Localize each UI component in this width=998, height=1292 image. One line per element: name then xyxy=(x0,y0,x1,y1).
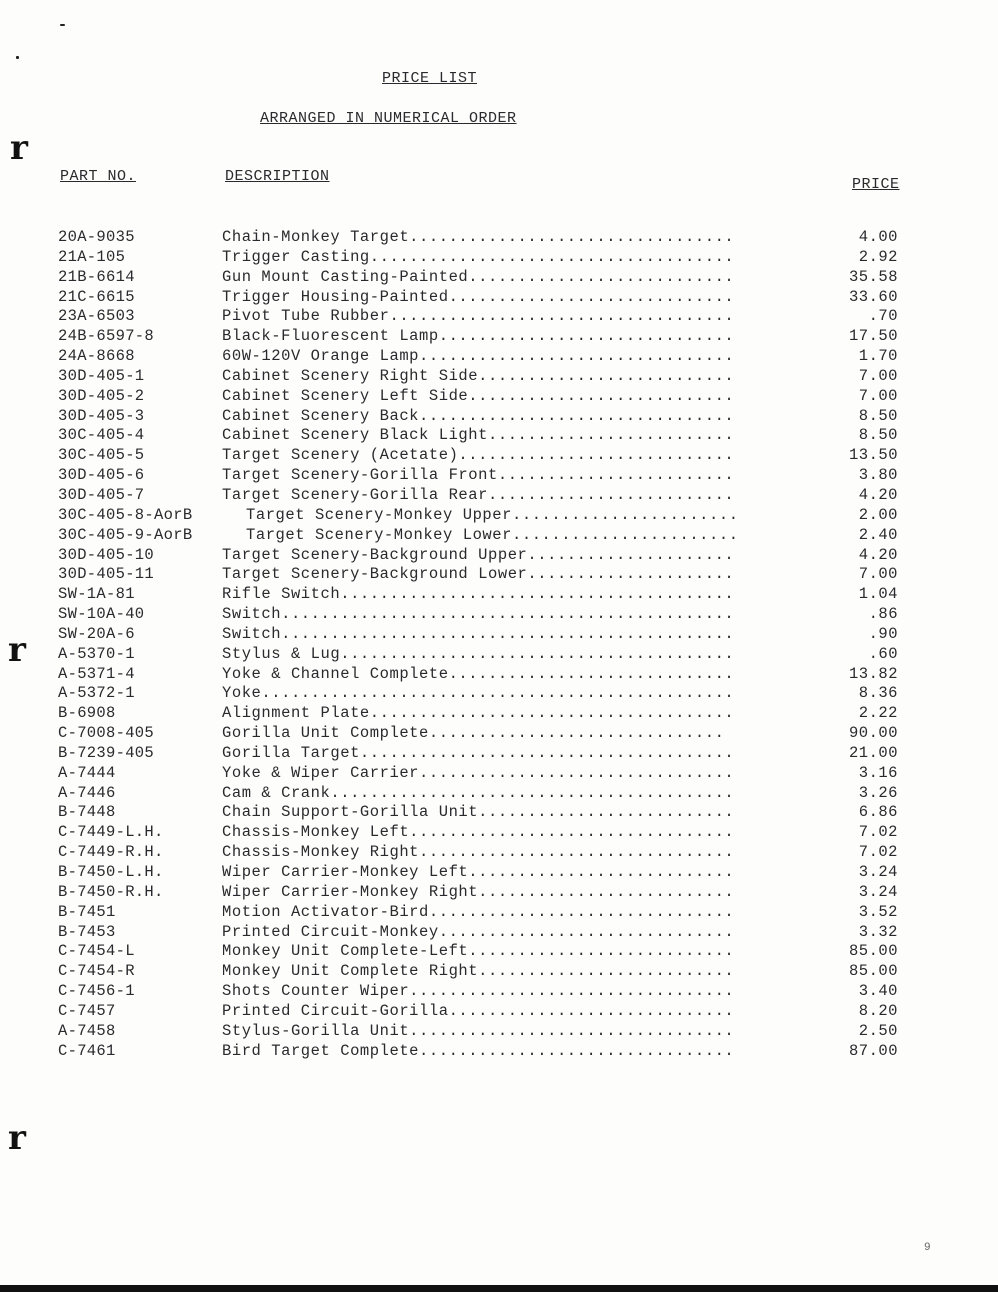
table-row xyxy=(0,962,998,982)
part-price: 7.02 xyxy=(858,843,898,862)
part-number: 24B-6597-8 xyxy=(58,327,155,346)
part-description: Gun Mount Casting-Painted........................... xyxy=(222,267,735,286)
part-price: 1.70 xyxy=(858,347,898,366)
scan-edge xyxy=(0,1285,998,1292)
part-number: C-7456-1 xyxy=(58,982,135,1001)
part-number: C-7461 xyxy=(58,1041,116,1060)
part-number: B-7448 xyxy=(58,803,116,822)
part-price: 2.92 xyxy=(858,247,898,266)
table-row xyxy=(0,684,998,704)
table-row xyxy=(0,923,998,943)
part-price: 8.50 xyxy=(858,426,898,445)
part-number: 23A-6503 xyxy=(58,307,135,326)
table-row xyxy=(0,863,998,883)
part-description: Trigger Housing-Painted............................. xyxy=(222,287,735,306)
part-number: 21A-105 xyxy=(58,247,126,266)
part-description: Cam & Crank......................................... xyxy=(222,783,735,802)
part-price: 2.00 xyxy=(858,505,898,524)
part-price: 7.00 xyxy=(858,386,898,405)
part-description: Target Scenery-Gorilla Front........................ xyxy=(222,466,735,485)
part-price: .60 xyxy=(868,644,898,663)
part-description: Target Scenery-Gorilla Rear......................... xyxy=(222,485,735,504)
table-row xyxy=(0,565,998,585)
part-price: .90 xyxy=(868,624,898,643)
part-description: Gorilla Target...................................... xyxy=(222,743,735,762)
part-number: 30C-405-4 xyxy=(58,426,145,445)
part-description: 60W-120V Orange Lamp................................ xyxy=(222,347,735,366)
part-number: B-7450-R.H. xyxy=(58,882,164,901)
part-number: 30D-405-11 xyxy=(58,565,155,584)
part-number: B-7450-L.H. xyxy=(58,863,164,881)
part-number: 30D-405-7 xyxy=(58,485,145,504)
part-description: Chassis-Monkey Right................................ xyxy=(222,843,735,862)
part-number: C-7449-L.H. xyxy=(58,823,164,842)
part-description: Stylus-Gorilla Unit................................. xyxy=(222,1021,735,1040)
part-description: Monkey Unit Complete-Left........................... xyxy=(222,942,735,961)
price-list-table xyxy=(0,228,998,1061)
part-price: 1.04 xyxy=(858,585,898,604)
table-row xyxy=(0,625,998,645)
part-description: Gorilla Unit Complete.............................. xyxy=(222,724,725,743)
part-description: Bird Target Complete................................ xyxy=(222,1041,735,1060)
binder-mark-icon: r xyxy=(10,128,28,168)
part-price: 3.80 xyxy=(858,466,898,485)
part-description: Wiper Carrier-Monkey Left........................... xyxy=(222,863,735,881)
part-price: 7.00 xyxy=(858,366,898,385)
table-row xyxy=(0,744,998,764)
part-number: SW-20A-6 xyxy=(58,624,135,643)
part-number: B-6908 xyxy=(58,704,116,723)
part-description: Chassis-Monkey Left................................. xyxy=(222,823,735,842)
part-description: Switch.............................................. xyxy=(222,624,735,643)
part-description: Alignment Plate..................................... xyxy=(222,704,735,723)
part-price: 3.52 xyxy=(858,902,898,921)
part-description: Black-Fluorescent Lamp.............................. xyxy=(222,327,735,346)
part-price: 3.24 xyxy=(858,863,898,881)
table-row xyxy=(0,645,998,665)
page-title: PRICE LIST xyxy=(382,70,478,87)
part-number: SW-10A-40 xyxy=(58,605,145,624)
part-number: C-7454-L xyxy=(58,942,135,961)
part-number: B-7451 xyxy=(58,902,116,921)
part-number: 24A-8668 xyxy=(58,347,135,366)
table-row xyxy=(0,327,998,347)
table-row xyxy=(0,486,998,506)
part-number: 30C-405-9-AorB xyxy=(58,525,193,544)
table-row xyxy=(0,307,998,327)
part-price: 7.02 xyxy=(858,823,898,842)
part-description: Yoke & Channel Complete............................. xyxy=(222,664,735,683)
part-number: A-5370-1 xyxy=(58,644,135,663)
part-price: 3.24 xyxy=(858,882,898,901)
table-row xyxy=(0,288,998,308)
part-price: 85.00 xyxy=(848,962,898,981)
table-row xyxy=(0,883,998,903)
part-number: 21B-6614 xyxy=(58,267,135,286)
part-price: 3.26 xyxy=(858,783,898,802)
table-row xyxy=(0,982,998,1002)
part-description: Target Scenery-Monkey Lower....................... xyxy=(246,525,739,544)
table-row xyxy=(0,526,998,546)
speck-mark xyxy=(60,24,65,26)
part-number: A-7458 xyxy=(58,1021,116,1040)
table-row xyxy=(0,843,998,863)
part-description: Printed Circuit-Monkey.............................. xyxy=(222,922,735,941)
table-row xyxy=(0,1022,998,1042)
part-number: 30C-405-8-AorB xyxy=(58,505,193,524)
part-description: Chain-Monkey Target................................. xyxy=(222,228,735,246)
table-row xyxy=(0,585,998,605)
table-row xyxy=(0,407,998,427)
part-description: Monkey Unit Complete Right.......................... xyxy=(222,962,735,981)
table-row xyxy=(0,1042,998,1062)
part-price: 21.00 xyxy=(848,743,898,762)
part-number: 21C-6615 xyxy=(58,287,135,306)
part-price: 3.40 xyxy=(858,982,898,1001)
part-number: C-7008-405 xyxy=(58,724,155,743)
column-header-price: PRICE xyxy=(852,176,900,193)
part-description: Switch.............................................. xyxy=(222,605,735,624)
part-description: Pivot Tube Rubber................................... xyxy=(222,307,735,326)
part-description: Stylus & Lug........................................ xyxy=(222,644,735,663)
part-description: Shots Counter Wiper................................. xyxy=(222,982,735,1001)
part-price: 8.20 xyxy=(858,1001,898,1020)
part-number: A-5372-1 xyxy=(58,684,135,703)
part-price: 8.50 xyxy=(858,406,898,425)
table-row xyxy=(0,347,998,367)
part-price: 17.50 xyxy=(848,327,898,346)
table-row xyxy=(0,665,998,685)
part-price: 13.50 xyxy=(848,446,898,465)
part-price: 8.36 xyxy=(858,684,898,703)
part-description: Yoke & Wiper Carrier................................ xyxy=(222,763,735,782)
part-description: Printed Circuit-Gorilla............................. xyxy=(222,1001,735,1020)
part-description: Motion Activator-Bird............................... xyxy=(222,902,735,921)
part-number: B-7239-405 xyxy=(58,743,155,762)
part-number: SW-1A-81 xyxy=(58,585,135,604)
part-number: 30D-405-6 xyxy=(58,466,145,485)
part-number: 20A-9035 xyxy=(58,228,135,246)
table-row xyxy=(0,466,998,486)
part-number: C-7449-R.H. xyxy=(58,843,164,862)
part-number: C-7457 xyxy=(58,1001,116,1020)
table-row xyxy=(0,228,998,248)
table-row xyxy=(0,784,998,804)
part-description: Wiper Carrier-Monkey Right.......................... xyxy=(222,882,735,901)
table-row xyxy=(0,546,998,566)
table-row xyxy=(0,764,998,784)
part-price: 2.50 xyxy=(858,1021,898,1040)
part-number: 30D-405-10 xyxy=(58,545,155,564)
part-price: 3.32 xyxy=(858,922,898,941)
part-description: Trigger Casting..................................... xyxy=(222,247,735,266)
table-row xyxy=(0,903,998,923)
part-price: 85.00 xyxy=(848,942,898,961)
part-price: 33.60 xyxy=(848,287,898,306)
part-price: .70 xyxy=(868,307,898,326)
table-row xyxy=(0,942,998,962)
speck-mark xyxy=(16,56,19,59)
part-price: 90.00 xyxy=(848,724,898,743)
part-price: 4.20 xyxy=(858,485,898,504)
part-price: 13.82 xyxy=(848,664,898,683)
table-row xyxy=(0,446,998,466)
table-row xyxy=(0,506,998,526)
part-number: A-7444 xyxy=(58,763,116,782)
part-description: Target Scenery-Monkey Upper....................... xyxy=(246,505,739,524)
part-price: .86 xyxy=(868,605,898,624)
table-row xyxy=(0,387,998,407)
table-row xyxy=(0,367,998,387)
part-price: 4.20 xyxy=(858,545,898,564)
part-price: 87.00 xyxy=(848,1041,898,1060)
part-number: A-5371-4 xyxy=(58,664,135,683)
table-row xyxy=(0,248,998,268)
part-price: 3.16 xyxy=(858,763,898,782)
table-row xyxy=(0,704,998,724)
part-description: Yoke................................................ xyxy=(222,684,735,703)
part-description: Target Scenery-Background Lower..................... xyxy=(222,565,735,584)
part-number: 30D-405-3 xyxy=(58,406,145,425)
part-price: 7.00 xyxy=(858,565,898,584)
part-price: 35.58 xyxy=(848,267,898,286)
part-description: Cabinet Scenery Left Side........................... xyxy=(222,386,735,405)
part-price: 2.22 xyxy=(858,704,898,723)
table-row xyxy=(0,605,998,625)
part-number: B-7453 xyxy=(58,922,116,941)
part-number: 30D-405-2 xyxy=(58,386,145,405)
table-row xyxy=(0,426,998,446)
binder-mark-icon: r xyxy=(8,630,26,670)
table-row xyxy=(0,724,998,744)
part-number: 30C-405-5 xyxy=(58,446,145,465)
part-description: Cabinet Scenery Back................................ xyxy=(222,406,735,425)
part-price: 2.40 xyxy=(858,525,898,544)
table-row xyxy=(0,268,998,288)
column-header-part-no: PART NO. xyxy=(60,168,137,185)
page-subtitle: ARRANGED IN NUMERICAL ORDER xyxy=(260,110,517,127)
part-description: Rifle Switch........................................ xyxy=(222,585,735,604)
table-row xyxy=(0,1002,998,1022)
part-description: Cabinet Scenery Black Light......................... xyxy=(222,426,735,445)
binder-mark-icon: r xyxy=(8,1118,26,1158)
page-number: 9 xyxy=(924,1242,931,1254)
table-row xyxy=(0,823,998,843)
part-number: 30D-405-1 xyxy=(58,366,145,385)
column-header-description: DESCRIPTION xyxy=(225,168,330,185)
part-description: Target Scenery (Acetate)............................ xyxy=(222,446,735,465)
part-description: Chain Support-Gorilla Unit.......................... xyxy=(222,803,735,822)
part-number: C-7454-R xyxy=(58,962,135,981)
part-price: 4.00 xyxy=(858,228,898,246)
table-row xyxy=(0,803,998,823)
part-description: Target Scenery-Background Upper..................... xyxy=(222,545,735,564)
part-number: A-7446 xyxy=(58,783,116,802)
part-price: 6.86 xyxy=(858,803,898,822)
part-description: Cabinet Scenery Right Side.......................... xyxy=(222,366,735,385)
